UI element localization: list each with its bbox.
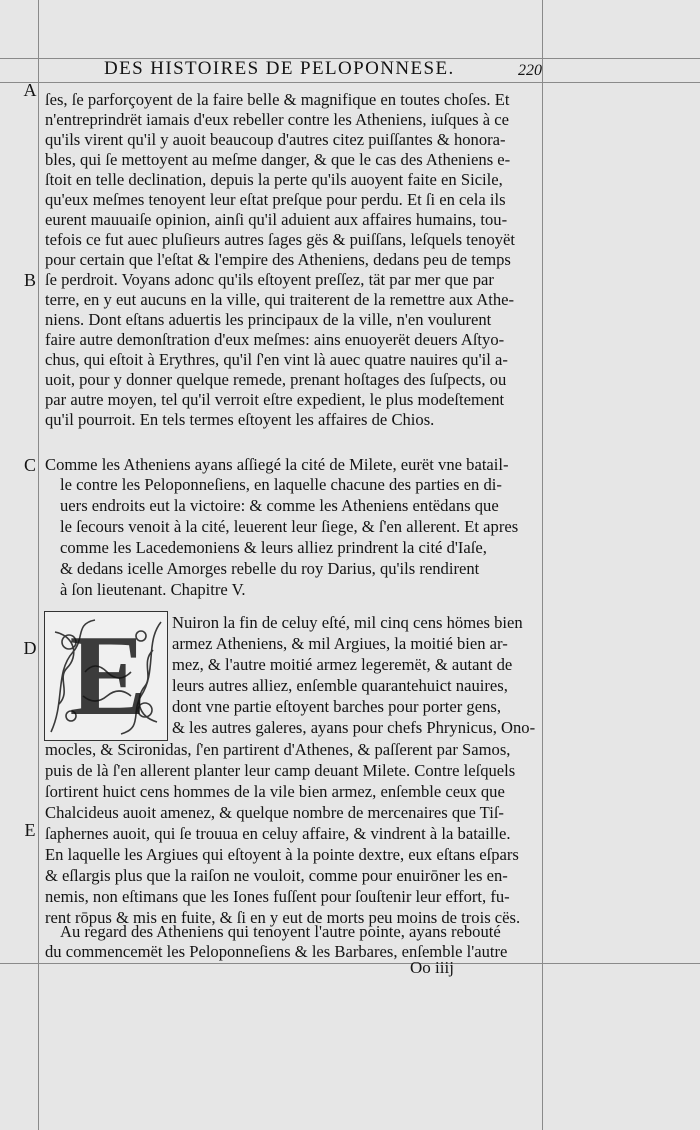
heading-line: comme les Lacedemoniens & leurs alliez prindrent la cité d'Iaſe, [60, 538, 487, 557]
text-line: armez Atheniens, & mil Argiues, la moitié bien ar- [172, 634, 508, 653]
text-line: Chalcideus auoit amenez, & quelque nombre de mercenaires que Tiſ- [45, 803, 504, 822]
heading-line: le contre les Peloponneſiens, en laquelle chacune des parties en di- [60, 475, 502, 494]
text-line: niens. Dont eſtans aduertis les principaux de la ville, n'en voulurent [45, 310, 492, 329]
text-line: qu'il pourroit. En tels termes eſtoyent les affaires de Chios. [45, 410, 435, 429]
text-line: Nuiron la fin de celuy eſté, mil cinq cens hömes bien [172, 613, 523, 632]
text-line: Au regard des Atheniens qui tenoyent l'autre pointe, ayans rebouté [60, 922, 501, 941]
text-line: tefois ce fut auec pluſieurs autres ſages gës & puiſſans, leſquels tenoyët [45, 230, 516, 249]
text-line: rent rōpus & mis en fuite, & ſi en y eut de morts peu moins de trois cës. [45, 908, 521, 927]
text-line: dont vne partie eſtoyent barches pour porter gens, [172, 697, 501, 716]
margin-letter-d: D [23, 638, 37, 658]
text-line: puis de là ſ'en allerent planter leur camp deuant Milete. Contre leſquels [45, 761, 516, 780]
margin-letter-c: C [23, 455, 36, 475]
right-margin-rule [542, 0, 543, 1130]
text-line: ſtoit en telle declination, depuis la perte qu'ils auoyent faite en Sicile, [45, 170, 503, 189]
text-line: eurent mauuaiſe opinion, ainſi qu'il aduient aux affaires humains, tou- [45, 210, 508, 229]
text-line: bles, qui ſe mettoyent au meſme danger, & que le cas des Atheniens e- [45, 150, 511, 169]
text-line: ſes, ſe parforçoyent de la faire belle & magnifique en toutes choſes. Et [45, 90, 510, 109]
bottom-text-rule [0, 963, 700, 964]
text-line: nemis, non eſtimans que les Iones fuſſent pour ſouſtenir leur effort, fu- [45, 887, 510, 906]
heading-line: & dedans icelle Amorges rebelle du roy Darius, qu'ils rendirent [60, 559, 480, 578]
text-line: mocles, & Scironidas, ſ'en partirent d'Athenes, & paſſerent par Samos, [45, 740, 511, 759]
text-line: ſe perdroit. Voyans adonc qu'ils eſtoyent preſſez, tät par mer que par [45, 270, 494, 289]
text-line: qu'eux meſmes tenoyent leur eſtat preſque pour perdu. Et ſi en cela ils [45, 190, 506, 209]
text-line: chus, qui eſtoit à Erythres, qu'il ſ'en vint là auec quatre nauires qu'il a- [45, 350, 508, 369]
margin-letter-e: E [24, 820, 36, 840]
text-line: n'entreprindrët iamais d'eux rebeller contre les Atheniens, iuſques à ce [45, 110, 509, 129]
text-line: & les autres galeres, ayans pour chefs Phrynicus, Ono- [172, 718, 536, 737]
signature-mark: Oo iiij [410, 958, 454, 977]
running-title: DES HISTOIRES DE PELOPONNESE. [104, 58, 455, 79]
text-line: terre, en y eut aucuns en la ville, qui traiterent de la remettre aux Athe- [45, 290, 515, 309]
text-line: uoit, pour y donner quelque remede, prenant hoſtages des ſuſpects, ou [45, 370, 507, 389]
drop-cap-letter: E [69, 612, 147, 740]
left-margin-rule [38, 0, 39, 1130]
margin-letter-a: A [23, 80, 37, 100]
folio-number: 220 [518, 62, 542, 79]
text-line: ſortirent huict cens hommes de la vile bien armez, enſemble ceux que [45, 782, 505, 801]
heading-line: à ſon lieutenant. Chapitre V. [60, 580, 246, 599]
heading-line: le ſecours venoit à la cité, leuerent leur ſiege, & ſ'en allerent. Et apres [60, 517, 519, 536]
heading-line: Comme les Atheniens ayans aſſiegé la cité de Milete, eurët vne batail- [45, 455, 509, 474]
text-line: pour certain que l'eſtat & l'empire des Atheniens, dedans peu de temps [45, 250, 511, 269]
text-line: leurs autres alliez, enſemble quarantehuict nauires, [172, 676, 508, 695]
text-line: ſaphernes auoit, qui ſe trouua en celuy affaire, & vindrent à la bataille. [45, 824, 511, 843]
text-line: & eſlargis plus que la raiſon ne vouloit, comme pour enuirōner les en- [45, 866, 508, 885]
text-line: qu'ils virent qu'il y auoit beaucoup d'autres citez puiſſantes & honora- [45, 130, 506, 149]
text-line: En laquelle les Argiues qui eſtoyent à la pointe dextre, eux eſtans eſpars [45, 845, 519, 864]
text-line: du commencemët les Peloponneſiens & les Barbares, enſemble l'autre [45, 942, 508, 961]
margin-letter-b: B [23, 270, 36, 290]
text-line: mez, & l'autre moitié armez legeremët, & autant de [172, 655, 513, 674]
head-bottom-rule [0, 82, 700, 83]
text-line: faire autre demonſtration d'eux meſmes: ains enuoyerët deuers Aſtyo- [45, 330, 505, 349]
ornamental-drop-cap [44, 611, 168, 741]
text-line: par autre moyen, tel qu'il verroit eſtre expedient, le plus modeſtement [45, 390, 505, 409]
heading-line: uers endroits eut la victoire: & comme les Atheniens entëdans que [60, 496, 499, 515]
